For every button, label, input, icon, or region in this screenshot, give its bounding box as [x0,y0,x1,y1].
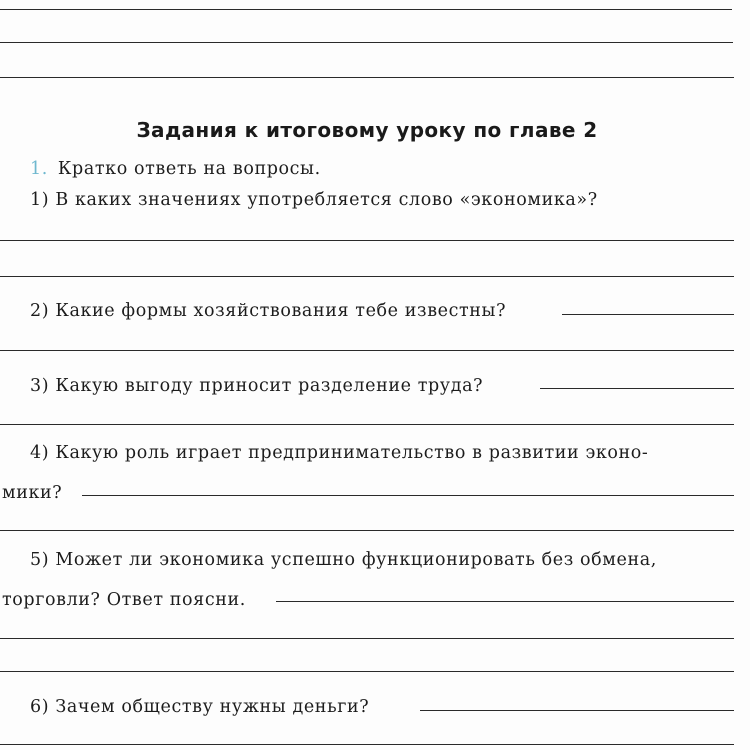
answer-line[interactable] [0,42,733,43]
answer-line[interactable] [562,314,734,315]
question-1: 1) В каких значениях употребляется слово «экономика»? [30,190,598,210]
answer-line[interactable] [0,350,734,351]
answer-line[interactable] [420,710,734,711]
question-4-line-1: 4) Какую роль играет предпринимательство в развитии эконо- [30,443,649,463]
answer-line[interactable] [0,276,734,277]
question-3: 3) Какую выгоду приносит разделение труда? [30,376,484,396]
answer-line[interactable] [0,9,732,10]
question-2: 2) Какие формы хозяйствования тебе известны? [30,301,507,321]
answer-line[interactable] [0,240,734,241]
answer-line[interactable] [0,638,734,639]
answer-line[interactable] [0,424,734,425]
answer-line[interactable] [540,388,734,389]
task-instruction [30,158,321,180]
answer-line[interactable] [82,495,734,496]
task-number: 1. [30,159,48,179]
answer-line[interactable] [0,671,734,672]
answer-line[interactable] [0,744,734,745]
question-6: 6) Зачем обществу нужны деньги? [30,697,370,717]
question-5-line-1: 5) Может ли экономика успешно функционировать без обмена, [30,550,657,570]
answer-line[interactable] [276,601,734,602]
answer-line[interactable] [0,530,734,531]
section-heading: Задания к итоговому уроку по главе 2 [136,118,598,142]
task-instruction-text: Кратко ответь на вопросы. [57,159,321,179]
question-5-line-2: торговли? Ответ поясни. [2,590,246,610]
question-4-line-2: мики? [2,483,63,503]
answer-line[interactable] [0,77,734,78]
